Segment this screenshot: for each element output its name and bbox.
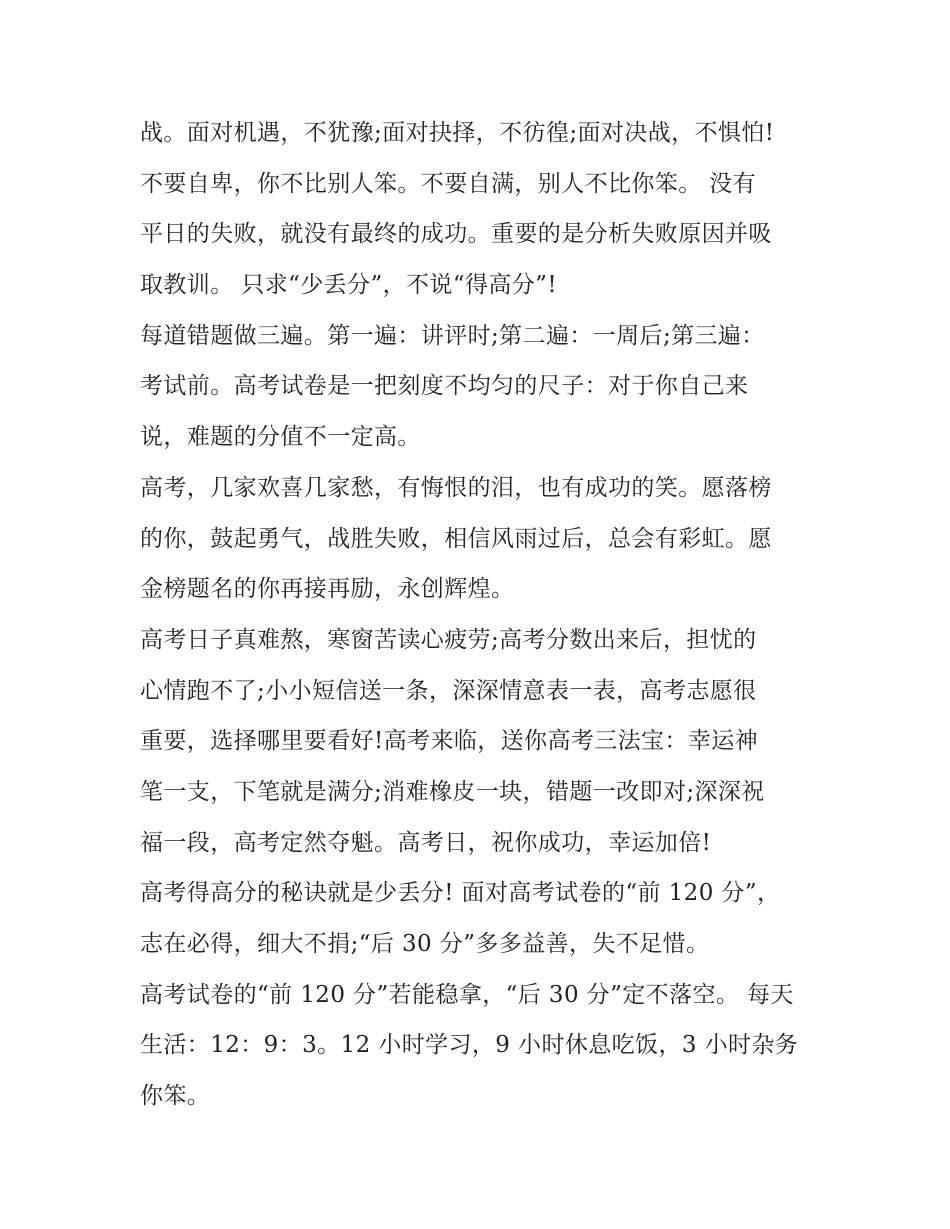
text-line-18: 高考试卷的“前 120 分”若能稳拿，“后 30 分”定不落空。 每天 [140,981,794,1008]
text-line-17: 志在必得，细大不捐;“后 30 分”多多益善，失不足惜。 [140,931,710,957]
text-line-15: 福一段，高考定然夺魁。高考日，祝你成功，幸运加倍! [140,829,712,856]
text-line-13: 重要，选择哪里要看好!高考来临，送你高考三法宝：幸运神 [140,728,759,755]
document-body [140,108,820,1122]
text-line-5: 每道错题做三遍。第一遍：讲评时;第二遍：一周后;第三遍： [140,322,765,349]
text-line-8: 高考，几家欢喜几家愁，有悔恨的泪，也有成功的笑。愿落榜 [140,474,772,501]
text-line-6: 考试前。高考试卷是一把刻度不均匀的尺子：对于你自己来 [140,373,749,400]
text-line-14: 笔一支，下笔就是满分;消难橡皮一块，错题一改即对;深深祝 [140,778,765,805]
text-line-10: 金榜题名的你再接再励，永创辉煌。 [140,576,515,603]
text-line-12: 心情跑不了;小小短信送一条，深深情意表一表，高考志愿很 [140,677,757,704]
text-line-19: 生活：12：9：3。12 小时学习，9 小时休息吃饭，3 小时杂务 [140,1032,799,1059]
text-line-7: 说，难题的分值不一定高。 [140,424,421,451]
text-line-20: 你笨。 [140,1083,211,1110]
text-line-1: 战。面对机遇，不犹豫;面对抉择，不彷徨;面对决战，不惧怕! [140,120,775,146]
text-line-2: 不要自卑，你不比别人笨。不要自满，别人不比你笨。 没有 [140,170,757,197]
text-line-3: 平日的失败，就没有最终的成功。重要的是分析失败原因并吸 [140,221,772,248]
text-line-4: 取教训。 只求“少丢分”，不说“得高分”! [140,272,557,299]
text-line-11: 高考日子真难熬，寒窗苦读心疲劳;高考分数出来后，担忧的 [140,626,757,653]
text-line-16: 高考得高分的秘诀就是少丢分! 面对高考试卷的“前 120 分”， [140,880,781,907]
text-line-9: 的你，鼓起勇气，战胜失败，相信风雨过后，总会有彩虹。愿 [140,525,772,552]
